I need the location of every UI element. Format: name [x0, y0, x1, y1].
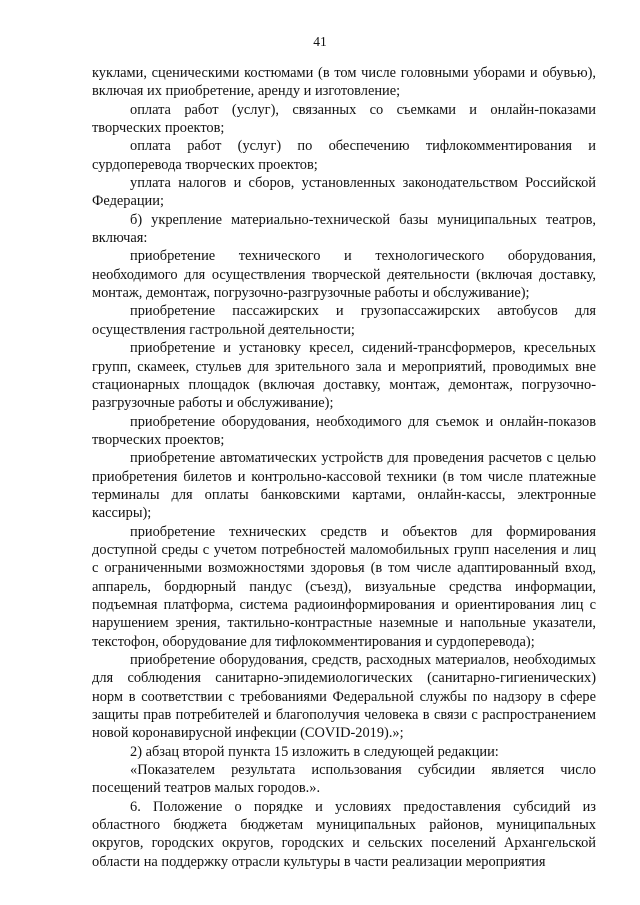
- paragraph: приобретение пассажирских и грузопассажирских автобусов для осуществления гастрольной деятельности;: [92, 303, 596, 338]
- paragraph: приобретение оборудования, необходимого для съемок и онлайн-показов творческих проектов;: [92, 413, 596, 448]
- page-number: 41: [313, 34, 327, 49]
- document-body: [92, 64, 596, 871]
- paragraph: приобретение технических средств и объектов для формирования доступной среды с учетом потребностей маломобильных групп населения и лиц с ограниченными возможностями здоровья (в том числе адаптированный вход, аппарель, бордюрный пандус (съезд), визуальные средства информации, подъемная платформа, система радиоинформирования и ориентирования лиц с нарушением зрения, тактильно-контрастные наземные и напольные указатели, текстофон, оборудование для тифлокомментирования и сурдоперевода);: [92, 523, 596, 650]
- paragraph: приобретение технического и технологического оборудования, необходимого для осуществления творческой деятельности (включая доставку, монтаж, демонтаж, погрузочно-разгрузочные работы и обслуживание);: [92, 248, 596, 302]
- paragraph: 6. Положение о порядке и условиях предоставления субсидий из областного бюджета бюджетам муниципальных районов, муниципальных округов, городских округов, городских и сельских поселений Архангельской области на поддержку отрасли культуры в части реализации мероприятия: [92, 798, 596, 870]
- paragraph: «Показателем результата использования субсидии является число посещений театров малых городов.».: [92, 762, 596, 797]
- paragraph: уплата налогов и сборов, установленных законодательством Российской Федерации;: [92, 175, 596, 210]
- paragraph: 2) абзац второй пункта 15 изложить в следующей редакции:: [130, 743, 499, 760]
- paragraph: оплата работ (услуг) по обеспечению тифлокомментирования и сурдоперевода творческих проектов;: [92, 138, 596, 173]
- paragraph: приобретение и установку кресел, сидений-трансформеров, кресельных групп, скамеек, стульев для зрительного зала и мероприятий, проводимых вне стационарных площадок (включая доставку, монтаж, демонтаж, погрузочно-разгрузочные работы и обслуживание);: [92, 340, 596, 412]
- paragraph: приобретение автоматических устройств для проведения расчетов с целью приобретения билетов и контрольно-кассовой техники (в том числе платежные терминалы для оплаты банковскими картами, онлайн-кассы, электронные кассиры);: [92, 450, 596, 522]
- paragraph: приобретение оборудования, средств, расходных материалов, необходимых для соблюдения санитарно-эпидемиологических (санитарно-гигиенических) норм в соответствии с требованиями Федеральной службы по надзору в сфере защиты прав потребителей и благополучия человека в связи с распространением новой коронавирусной инфекции (COVID-2019).»;: [92, 652, 596, 742]
- paragraph: б) укрепление материально-технической базы муниципальных театров, включая:: [92, 211, 596, 247]
- paragraph: оплата работ (услуг), связанных со съемками и онлайн-показами творческих проектов;: [92, 101, 596, 137]
- paragraph-continuation: куклами, сценическими костюмами (в том числе головными уборами и обувью), включая их приобретение, аренду и изготовление;: [92, 65, 596, 100]
